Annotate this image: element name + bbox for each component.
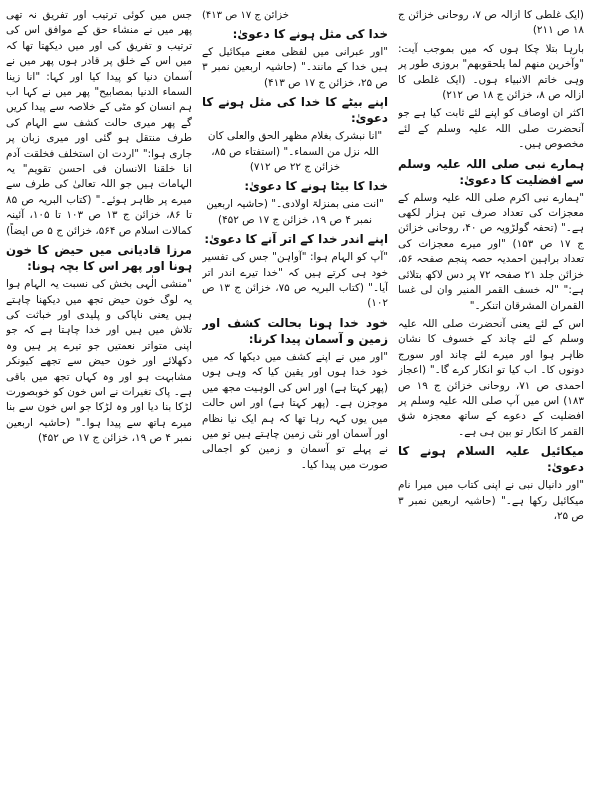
text-block: "انا نبشرک بغلام مظھر الحق والعلی کان اللہ نزل من السماء۔" (استفتاء ص ۸۵، خزائن ج ۲۲ ص ۷۱۲): [207, 130, 383, 174]
text-block: (ایک غلطی کا ازالہ ص ۷، روحانی خزائن ج ۱۸ ص ۲۱۱): [398, 9, 584, 37]
text-block: "اور میں نے اپنے کشف میں دیکھا کہ میں خود خدا ہوں اور یقین کیا کہ وہی ہوں (پھر کہتا ہے) اور اس کی الوہیت مجھ میں موجزن ہے۔ (پھر کہتا ہے) اور اس حالت میں یوں کہہ رہا تھا کہ ہم ایک نیا نظام اور آسمان اور نئی زمین چاہتے ہیں تو میں نے پہلے تو آسمان و زمین کو اجمالی صورت میں پیدا کیا۔: [202, 350, 388, 471]
text-block: "اور دانیال نبی نے اپنی کتاب میں میرا نام میکائیل رکھا ہے۔" (حاشیہ اربعین نمبر ۳ ص ۲۵،: [398, 479, 584, 522]
section-heading: ہمارے نبی صلی اللہ علیہ وسلم سے افضلیت کا دعویٰ:: [398, 156, 584, 187]
text-block: جس میں کوئی ترتیب اور تفریق نہ تھی پھر میں نے منشاء حق کے موافق اس کی ترتیب و تفریق کی اور میں دیکھتا تھا کہ میں اس کے خلق پر قادر ہوں پھر میں نے آسمان دنیا کو پیدا کیا اور کہا: "انا زینا السماء الدنیا بمصابیح" پھر میں نے کہا اب ہم انسان کو مٹی کے خلاصہ سے پیدا کریں گے پھر میری حالت کشف سے الہام کی طرف منتقل ہو گئی اور میری زبان پر جاری ہوا:" "اردت ان استخلف فخلقت آدم انا خلقنا الانسان فی احسن تقویم" یہ الہامات ہیں جو اللہ تعالیٰ کی طرف سے میرے پر ظاہر ہوئے۔" (کتاب البریہ ص ۸۵ تا ۸۶، خزائن ج ۱۳ ص ۱۰۳ تا ۱۰۵، آئینہ کمالات اسلام ص ۵۶۴، خزائن ج ۵ ص ایضاً): [6, 9, 192, 237]
column-middle: [202, 8, 388, 780]
section-heading: میکائیل علیہ السلام ہونے کا دعویٰ:: [398, 444, 584, 475]
section-heading: خود خدا ہونا بحالت کشف اور زمین و آسمان پیدا کرنا:: [202, 315, 388, 346]
section-heading: اپنے اندر خدا کے اتر آنے کا دعویٰ:: [204, 232, 388, 247]
text-block: "ہمارے نبی اکرم صلی اللہ علیہ وسلم کے معجزات کی تعداد صرف تین ہزار لکھی ہے۔" (تحفہ گولڑویہ ص ۴۰، روحانی خزائن ج ۱۷ ص ۱۵۳) "اور میرے معجزات کی تعداد براہین احمدیہ حصہ پنجم صفحہ ۵۶، خزائن جلد ۲۱ صفحہ ۷۲ پر دس لاکھ بتلائی ہے:" "لہ خسف القمر المنیر وان لی غسا القمران المشرقان اتنکر۔": [398, 191, 584, 312]
text-block: خزائن ج ۱۷ ص ۴۱۳): [202, 10, 289, 21]
text-block: "انت منی بمنزلۃ اولادی۔" (حاشیہ اربعین نمبر ۴ ص ۱۹، خزائن ج ۱۷ ص ۴۵۲): [206, 198, 384, 226]
section-heading: اپنے بیٹے کا خدا کی مثل ہونے کا دعویٰ:: [202, 95, 388, 126]
text-block: اکثر ان اوصاف کو اپنے لئے ثابت کیا ہے جو آنحضرت صلی اللہ علیہ وسلم کے لئے مخصوص ہیں۔: [398, 107, 584, 151]
column-right: [398, 8, 584, 780]
text-block: اس کے لئے یعنی آنحضرت صلی اللہ علیہ وسلم کے لئے چاند کے خسوف کا نشان ظاہر ہوا اور میرے لئے چاند اور سورج دونوں کا۔ اب کیا تو انکار کرے گا۔" (اعجاز احمدی ص ۷۱، روحانی خزائن ج ۱۹ ص ۱۸۳) اس میں آپ صلی اللہ علیہ وسلم پر افضلیت کے دعوے کے ساتھ معجزہ شق القمر کا انکار تو بین ہی ہے۔: [398, 317, 584, 438]
section-heading: خدا کا بیٹا ہونے کا دعویٰ:: [244, 179, 388, 194]
section-heading: مرزا قادیانی میں حیض کا خون ہونا اور پھر اس کا بچہ ہونا:: [6, 243, 192, 274]
column-left: [6, 8, 192, 780]
section-heading: خدا کی مثل ہونے کا دعویٰ:: [232, 27, 388, 41]
text-block: "منشی الٰہی بخش کی نسبت یہ الہام ہوا یہ لوگ خون حیض تجھ میں دیکھنا چاہتے ہیں یعنی ناپاکی و پلیدی اور خباثت کی تلاش میں ہیں اور خدا چاہتا ہے کہ جو اپنی متواتر نعمتیں جو تیرے پر ہیں وہ دکھلائے اور خون حیض سے تجھے کیونکر مشابہت ہو اور وہ کہاں تجھ میں باقی ہے۔ پاک تغیرات نے اس خون کو خوبصورت لڑکا بنا دیا اور وہ لڑکا جو اس خون سے بنا میرے ہاتھ سے پیدا ہوا۔" (حاشیہ اربعین نمبر ۴ ص ۱۹، خزائن ج ۱۷ ص ۴۵۲): [6, 278, 192, 445]
text-block: بارہا بتلا چکا ہوں کہ میں بموجب آیت: "وآخرین منھم لما یلحقوبھم" بروزی طور پر وہی خاتم الانبیاء ہوں۔ (ایک غلطی کا ازالہ ص ۸، خزائن ج ۱۸ ص ۲۱۲): [398, 42, 584, 102]
text-block: "آپ کو الہام ہوا: "آواہن" جس کی تفسیر خود ہی کرتے ہیں کہ "خدا تیرے اندر اتر آیا۔" (کتاب البریہ ص ۷۵، خزائن ج ۱۳ ص ۱۰۲): [202, 251, 388, 310]
text-block: "اور عبرانی میں لفظی معنے میکائیل کے ہیں خدا کے مانند۔" (حاشیہ اربعین نمبر ۳ ص ۲۵، خزائن ج ۱۷ ص ۴۱۳): [202, 46, 388, 89]
